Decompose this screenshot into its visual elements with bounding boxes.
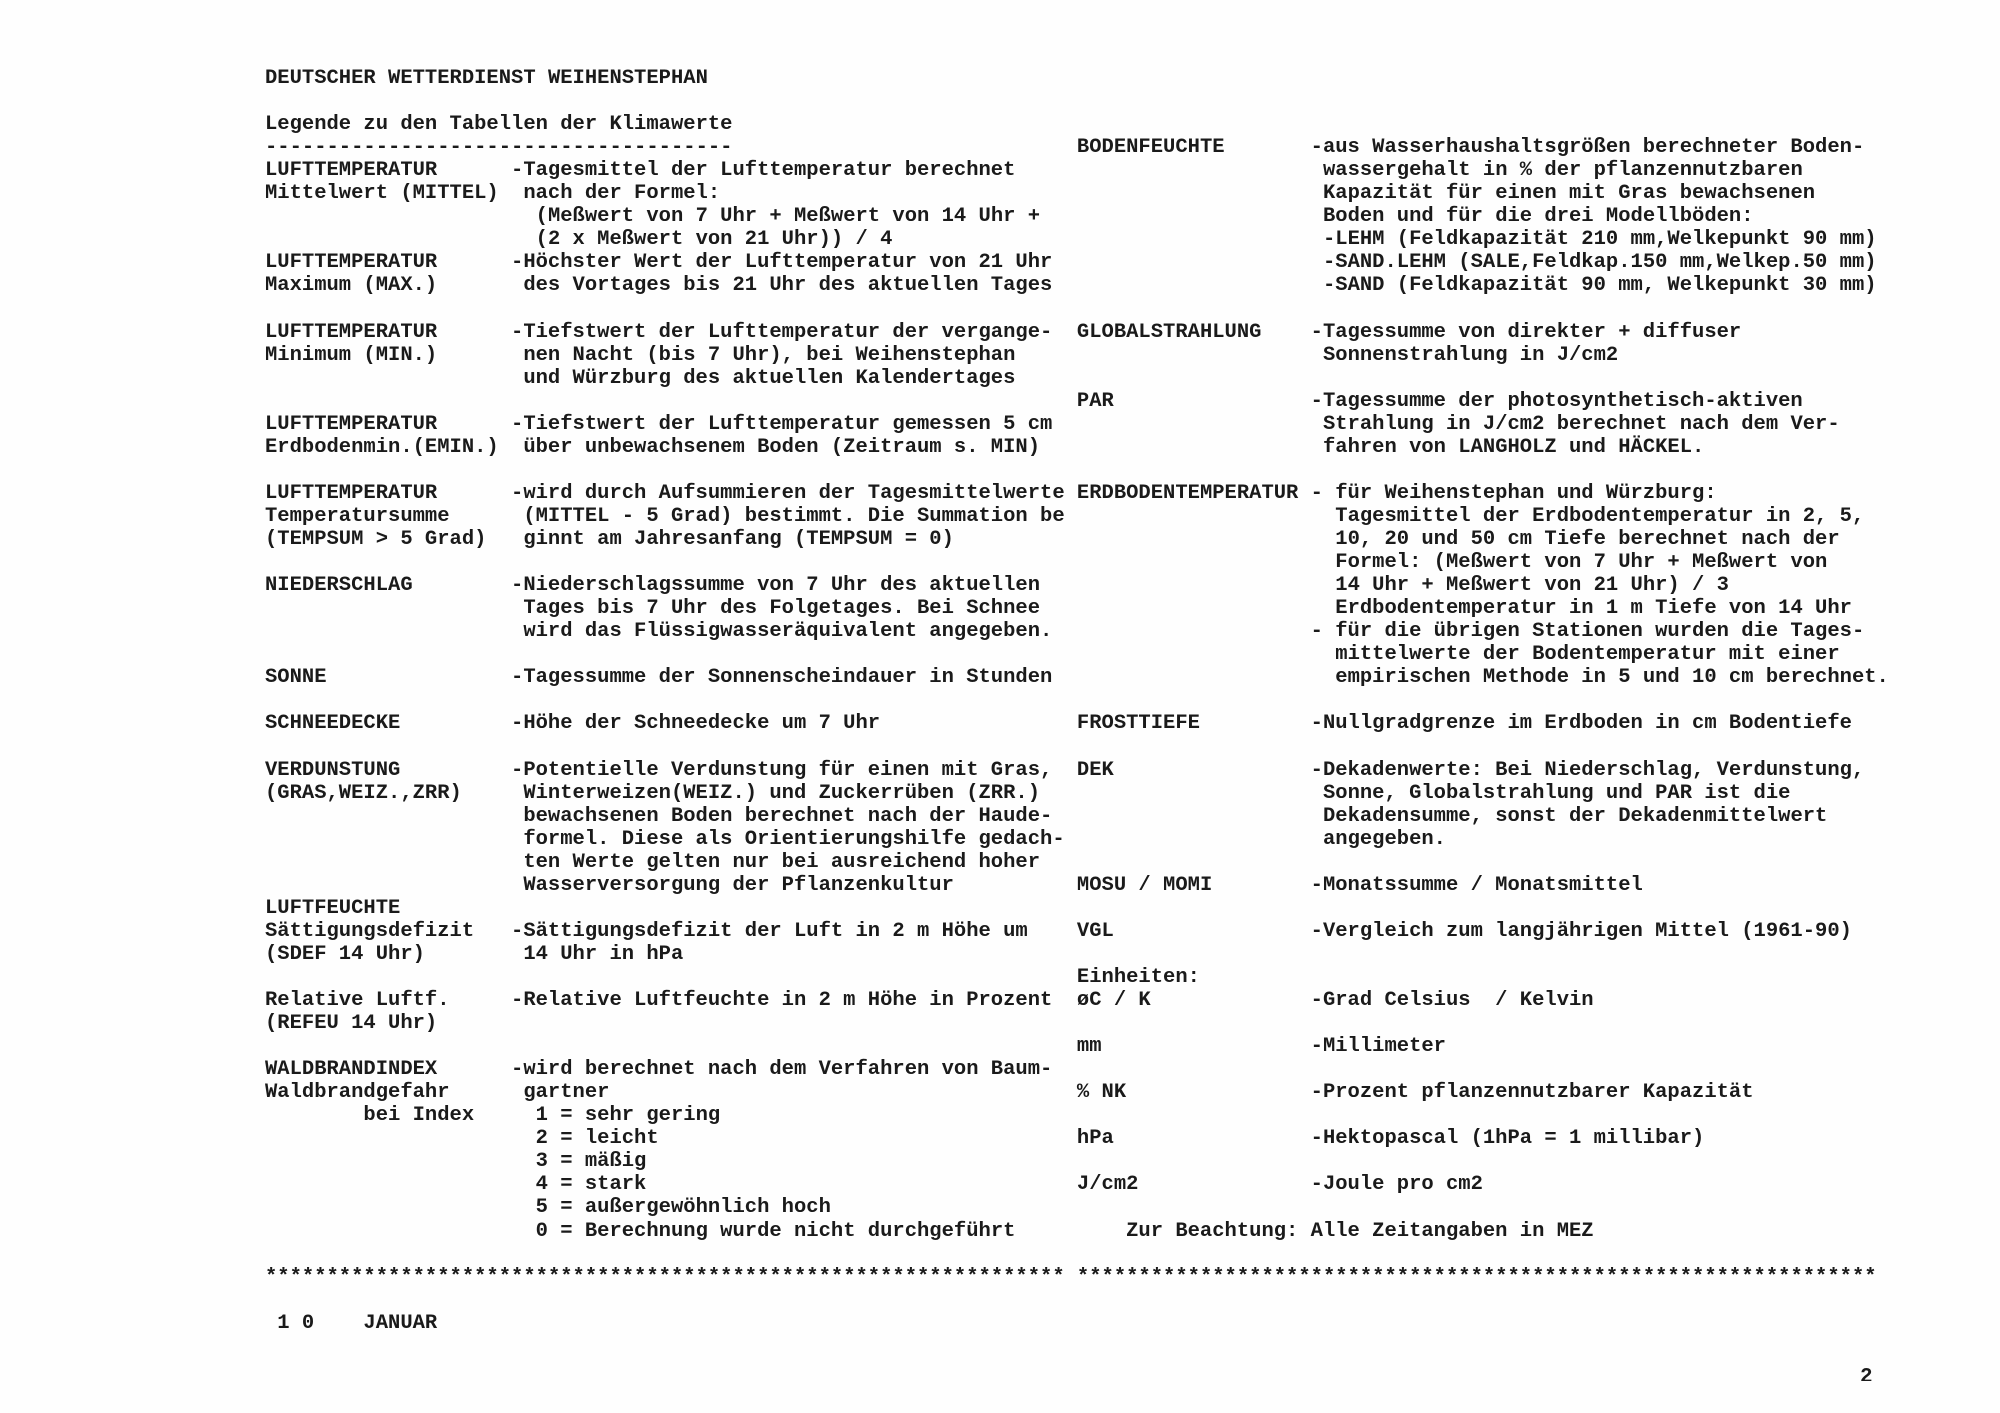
term: DEK (1076, 758, 1114, 782)
term: Minimum (MIN.) (265, 343, 438, 367)
term: Sättigungsdefizit (265, 919, 475, 943)
definition: 2 = leicht (535, 1127, 659, 1151)
definition: 10, 20 und 50 cm Tiefe berechnet nach der (1335, 528, 1840, 551)
definition: -Tagesmittel der Lufttemperatur berechnet (511, 159, 1016, 183)
definition: 3 = mäßig (535, 1150, 647, 1174)
definition: Sonnenstrahlung in J/cm2 (1322, 343, 1619, 367)
definition: über unbewachsenem Boden (Zeitraum s. MIN) (523, 435, 1041, 459)
definition: -Tagessumme von direkter + diffuser (1310, 320, 1742, 344)
definition: -aus Wasserhaushaltsgrößen berechneter Boden- (1310, 136, 1865, 160)
term: NIEDERSCHLAG (265, 574, 413, 598)
definition: Strahlung in J/cm2 berechnet nach dem Ver- (1322, 412, 1840, 436)
definition: 0 = Berechnung wurde nicht durchgeführt (535, 1219, 1016, 1243)
definition: 14 Uhr + Meßwert von 21 Uhr) / 3 (1335, 574, 1729, 598)
term: BODENFEUCHTE (1076, 136, 1225, 160)
definition: Kapazität für einen mit Gras bewachsenen (1322, 182, 1816, 206)
term: bei Index (363, 1104, 475, 1128)
legend-title: Legende zu den Tabellen der Klimawerte (265, 113, 733, 137)
term: LUFTTEMPERATUR (265, 320, 438, 344)
term: FROSTTIEFE (1076, 712, 1200, 736)
definition: Tagesmittel der Erdbodentemperatur in 2, 5, (1335, 504, 1865, 528)
definition: -Prozent pflanzennutzbarer Kapazität (1310, 1081, 1754, 1105)
definition: (2 x Meßwert von 21 Uhr)) / 4 (535, 228, 893, 252)
definition: -Hektopascal (1hPa = 1 millibar) (1310, 1127, 1705, 1151)
term: LUFTTEMPERATUR (265, 251, 438, 275)
term: Erdbodenmin.(EMIN.) (265, 435, 499, 459)
page-number-fragment (1860, 1368, 1886, 1381)
definition: -Nullgradgrenze im Erdboden in cm Bodentiefe (1310, 712, 1852, 736)
term: hPa (1076, 1127, 1114, 1151)
definition: -Höhe der Schneedecke um 7 Uhr (511, 712, 881, 736)
term: SCHNEEDECKE (265, 712, 401, 736)
term: LUFTTEMPERATUR (265, 159, 438, 183)
definition: -Millimeter (1310, 1035, 1446, 1059)
definition: - für die übrigen Stationen wurden die Tages- (1310, 620, 1865, 644)
definition: -Höchster Wert der Lufttemperatur von 21 Uhr (511, 251, 1053, 275)
term: Maximum (MAX.) (265, 274, 438, 298)
term: LUFTTEMPERATUR (265, 412, 438, 436)
term: LUFTFEUCHTE (265, 896, 401, 920)
term: (REFEU 14 Uhr) (265, 1012, 438, 1036)
term: GLOBALSTRAHLUNG (1076, 320, 1262, 344)
units-heading: Einheiten: (1076, 965, 1200, 989)
term: ERDBODENTEMPERATUR (1076, 481, 1299, 505)
term: VGL (1076, 919, 1114, 943)
term: LUFTTEMPERATUR (265, 481, 438, 505)
term: Temperatursumme (265, 504, 450, 528)
definition: des Vortages bis 21 Uhr des aktuellen Tages (523, 274, 1053, 298)
document-text-grid (265, 67, 1965, 1387)
definition: -wird berechnet nach dem Verfahren von Baum- (511, 1058, 1053, 1082)
definition: Winterweizen(WEIZ.) und Zuckerrüben (ZRR.) (523, 781, 1041, 805)
term: Mittelwert (MITTEL) (265, 182, 499, 206)
definition: -LEHM (Feldkapazität 210 mm,Welkepunkt 90 mm) (1322, 228, 1877, 252)
term: WALDBRANDINDEX (265, 1058, 438, 1082)
definition: gartner (523, 1081, 610, 1105)
notice: Zur Beachtung: Alle Zeitangaben in MEZ (1126, 1219, 1594, 1243)
definition: -Relative Luftfeuchte in 2 m Höhe in Prozent (511, 989, 1053, 1012)
definition: Wasserversorgung der Pflanzenkultur (523, 873, 954, 897)
definition: -Niederschlagssumme von 7 Uhr des aktuellen (511, 574, 1041, 598)
definition: 5 = außergewöhnlich hoch (535, 1196, 831, 1220)
definition: bewachsenen Boden berechnet nach der Haude- (523, 804, 1053, 828)
definition: empirischen Methode in 5 und 10 cm berechnet. (1335, 666, 1889, 690)
definition: 1 = sehr gering (535, 1104, 721, 1128)
term: MOSU / MOMI (1076, 873, 1213, 897)
definition: -SAND.LEHM (SALE,Feldkap.150 mm,Welkep.50 mm) (1322, 251, 1877, 275)
definition: ginnt am Jahresanfang (TEMPSUM = 0) (523, 528, 954, 551)
term: J/cm2 (1076, 1173, 1139, 1197)
definition: -Tagessumme der photosynthetisch-aktiven (1310, 389, 1803, 413)
definition: -Sättigungsdefizit der Luft in 2 m Höhe um (511, 919, 1028, 943)
term: mm (1076, 1035, 1102, 1059)
page-number: 2 (1860, 1368, 1873, 1381)
definition: -Potentielle Verdunstung für einen mit Gras, (511, 758, 1053, 782)
definition: formel. Diese als Orientierungshilfe gedach- (523, 827, 1065, 851)
term: (GRAS,WEIZ.,ZRR) (265, 781, 462, 805)
definition: -wird durch Aufsummieren der Tagesmittelwerte (511, 481, 1065, 505)
agency-title: DEUTSCHER WETTERDIENST WEIHENSTEPHAN (265, 67, 708, 90)
definition: 14 Uhr in hPa (523, 942, 684, 966)
definition: -Grad Celsius / Kelvin (1310, 989, 1594, 1012)
separator-line: ***************************************************************** (265, 1265, 1065, 1289)
definition: -Tagessumme der Sonnenscheindauer in Stunden (511, 666, 1053, 690)
definition: ten Werte gelten nur bei ausreichend hoher (523, 850, 1041, 874)
definition: Tages bis 7 Uhr des Folgetages. Bei Schnee (523, 597, 1041, 621)
term: % NK (1076, 1081, 1127, 1105)
definition: -Tiefstwert der Lufttemperatur gemessen 5 cm (511, 412, 1053, 436)
definition: Erdbodentemperatur in 1 m Tiefe von 14 Uhr (1335, 597, 1852, 621)
term: VERDUNSTUNG (265, 758, 401, 782)
definition: mittelwerte der Bodentemperatur mit einer (1335, 643, 1840, 667)
term: Waldbrandgefahr (265, 1081, 450, 1105)
definition: -Vergleich zum langjährigen Mittel (1961-90) (1310, 919, 1852, 943)
definition: nach der Formel: (523, 182, 721, 206)
term: SONNE (265, 666, 327, 690)
definition: und Würzburg des aktuellen Kalendertages (523, 366, 1016, 390)
definition: nen Nacht (bis 7 Uhr), bei Weihenstephan (523, 343, 1016, 367)
term: Relative Luftf. (265, 989, 450, 1012)
definition: fahren von LANGHOLZ und HÄCKEL. (1322, 435, 1705, 459)
definition: (MITTEL - 5 Grad) bestimmt. Die Summation be (523, 504, 1065, 528)
definition: -Monatssumme / Monatsmittel (1310, 873, 1643, 897)
definition: 4 = stark (535, 1173, 647, 1197)
definition: Formel: (Meßwert von 7 Uhr + Meßwert von (1335, 551, 1828, 575)
definition: - für Weihenstephan und Würzburg: (1310, 481, 1717, 505)
legend-underline: -------------------------------------- (265, 136, 733, 160)
definition: -Dekadenwerte: Bei Niederschlag, Verdunstung, (1310, 758, 1865, 782)
definition: wassergehalt in % der pflanzennutzbaren (1322, 159, 1803, 183)
definition: (Meßwert von 7 Uhr + Meßwert von 14 Uhr + (535, 205, 1041, 229)
separator-line: ***************************************************************** (1076, 1265, 1877, 1289)
term: PAR (1076, 389, 1114, 413)
term: (TEMPSUM > 5 Grad) (265, 528, 487, 551)
definition: angegeben. (1322, 827, 1446, 851)
definition: -SAND (Feldkapazität 90 mm, Welkepunkt 30 mm) (1322, 274, 1877, 298)
term: øC / K (1076, 989, 1151, 1012)
definition: -Tiefstwert der Lufttemperatur der vergange- (511, 320, 1053, 344)
term: (SDEF 14 Uhr) (265, 942, 425, 966)
definition: wird das Flüssigwasseräquivalent angegeben. (523, 620, 1053, 644)
footer-decade-month: 1 0 JANUAR (277, 1311, 438, 1335)
definition: -Joule pro cm2 (1310, 1173, 1483, 1197)
definition: Dekadensumme, sonst der Dekadenmittelwert (1322, 804, 1828, 828)
definition: Boden und für die drei Modellböden: (1322, 205, 1754, 229)
definition: Sonne, Globalstrahlung und PAR ist die (1322, 781, 1791, 805)
